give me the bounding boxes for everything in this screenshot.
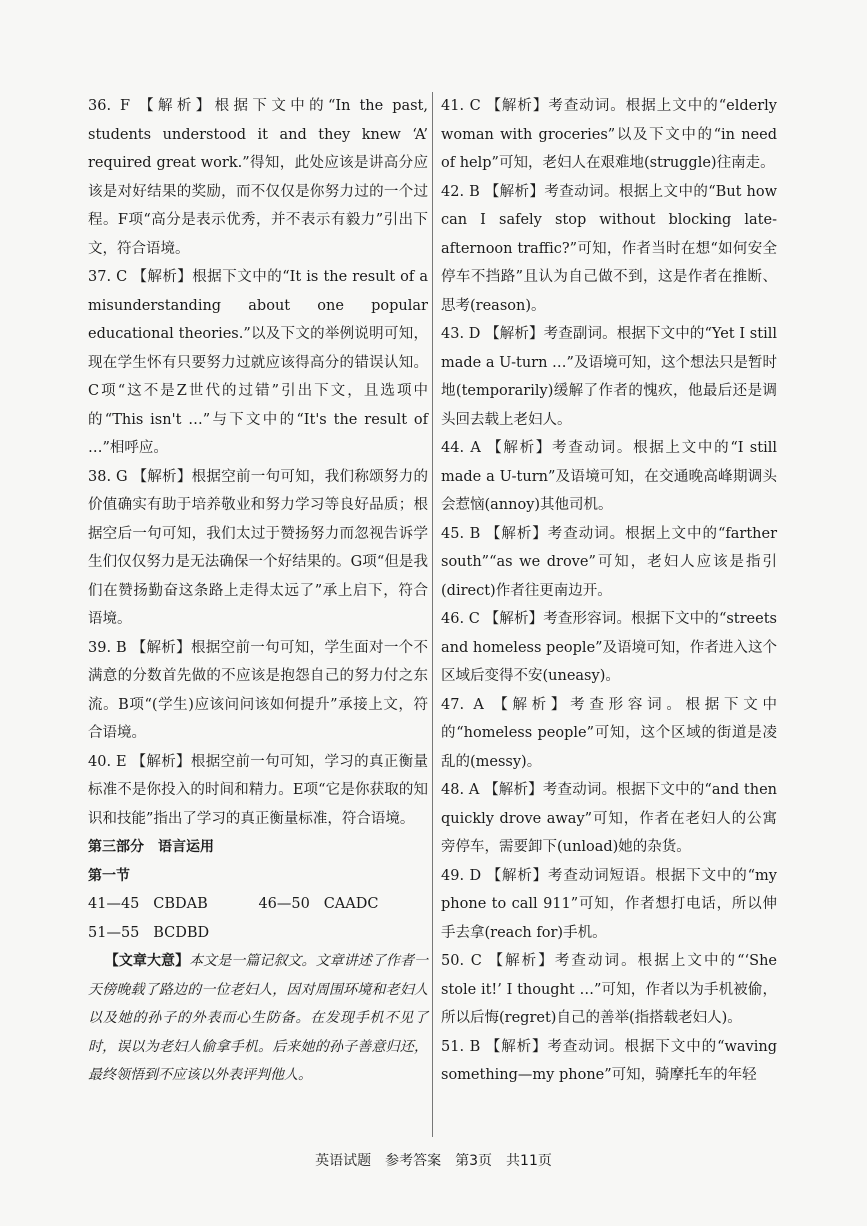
answer-letters: BCDBD — [153, 924, 210, 941]
answer-item-41: 41. C 【解析】考查动词。根据上文中的“elderly woman with groceries”以及下文中的“in need of help”可知，老妇人在艰难地(struggle)往南走。 — [441, 98, 777, 171]
answer-key-row-1 — [88, 890, 428, 919]
answer-item-48: 48. A 【解析】考查动词。根据下文中的“and then quickly drove away”可知，作者在老妇人的公寓旁停车，需要卸下(unload)她的杂货。 — [441, 782, 777, 855]
answer-item-39: 39. B 【解析】根据空前一句可知，学生面对一个不满意的分数首先做的不应该是抱怨自己的努力付之东流。B项“(学生)应该问问该如何提升”承接上文，符合语境。 — [88, 639, 428, 741]
answer-letters: CBDAB — [153, 896, 208, 912]
answer-range: 41—45 — [88, 896, 140, 912]
answer-item-38: 38. G 【解析】根据空前一句可知，我们称颂努力的价值确实有助于培养敬业和努力学习等良好品质；根据空后一句可知，我们太过于赞扬努力而忽视告诉学生们仅仅努力是无法确保一个好结果的。G项“但是我们在赞扬勤奋这条路上走得太远了”承上启下，符合语境。 — [88, 468, 428, 627]
section-title: 第三部分 语言运用 — [88, 839, 214, 855]
summary-label: 【文章大意】 — [104, 953, 190, 969]
column-divider — [432, 92, 433, 1137]
answer-item-37: 37. C 【解析】根据下文中的“It is the result of a misunderstanding about one popular educational theories.”以及下文的举例说明可知，现在学生怀有只要努力过就应该得高分的错误认知。C项“这不是Z世代的过错”引出下文，且选项中的“This isn't …”与下文中的“It's the result of …”相呼应。 — [88, 269, 428, 456]
answer-item-36: 36. F 【解析】根据下文中的“In the past, students understood it and they knew ‘A’ required great work.”得知，此处应该是讲高分应该是对好结果的奖励，而不仅仅是你努力过的一个过程。F项“高分是表示优秀，并不表示有毅力”引出下文，符合语境。 — [88, 98, 428, 257]
answer-item-45: 45. B 【解析】考查动词。根据上文中的“farther south”“as we drove”可知，老妇人应该是指引(direct)作者往更南边开。 — [441, 525, 777, 599]
left-column — [88, 92, 428, 1090]
answer-item-40: 40. E 【解析】根据空前一句可知，学习的真正衡量标准不是你投入的时间和精力。E项“它是你获取的知识和技能”指出了学习的真正衡量标准，符合语境。 — [88, 753, 428, 827]
article-summary — [88, 947, 428, 1090]
answer-range: 46—50 — [258, 896, 310, 912]
right-column — [441, 92, 777, 1090]
answer-key-row-2 — [88, 919, 428, 948]
answer-item-50: 50. C 【解析】考查动词。根据上文中的“‘She stole it!’ I thought …”可知，作者以为手机被偷，所以后悔(regret)自己的善举(指搭载老妇人)。 — [441, 953, 777, 1026]
subsection-title: 第一节 — [88, 867, 130, 884]
answer-item-46: 46. C 【解析】考查形容词。根据下文中的“streets and homeless people”及语境可知，作者进入这个区域后变得不安(uneasy)。 — [441, 611, 777, 684]
answer-item-44: 44. A 【解析】考查动词。根据上文中的“I still made a U-turn”及语境可知，在交通晚高峰期调头会惹恼(annoy)其他司机。 — [441, 440, 777, 513]
page-footer: 英语试题 参考答案 第3页 共11页 — [315, 1153, 552, 1169]
answer-letters: CAADC — [323, 896, 379, 912]
answer-item-49: 49. D 【解析】考查动词短语。根据下文中的“my phone to call 911”可知，作者想打电话，所以伸手去拿(reach for)手机。 — [441, 867, 777, 941]
summary-text: 本文是一篇记叙文。文章讲述了作者一天傍晚载了路边的一位老妇人，因对周围环境和老妇人以及她的孙子的外表而心生防备。在发现手机不见了时，误以为老妇人偷拿手机。后来她的孙子善意归还，最终领悟到不应该以外表评判他人。 — [88, 953, 428, 1083]
answer-item-43: 43. D 【解析】考查副词。根据下文中的“Yet I still made a U-turn …”及语境可知，这个想法只是暂时地(temporarily)缓解了作者的愧疚，他最后还是调头回去载上老妇人。 — [441, 326, 777, 428]
answer-range: 51—55 — [88, 924, 140, 941]
answer-item-51: 51. B 【解析】考查动词。根据下文中的“waving something—my phone”可知，骑摩托车的年轻 — [441, 1038, 777, 1083]
answer-item-47: 47. A 【解析】考查形容词。根据下文中的“homeless people”可知，这个区域的街道是凌乱的(messy)。 — [441, 696, 777, 770]
answer-item-42: 42. B 【解析】考查动词。根据上文中的“But how can I safely stop without blocking late-afternoon traffic?”可知，作者当时在想“如何安全停车不挡路”且认为自己做不到，这是作者在推断、思考(reason)。 — [441, 183, 777, 314]
